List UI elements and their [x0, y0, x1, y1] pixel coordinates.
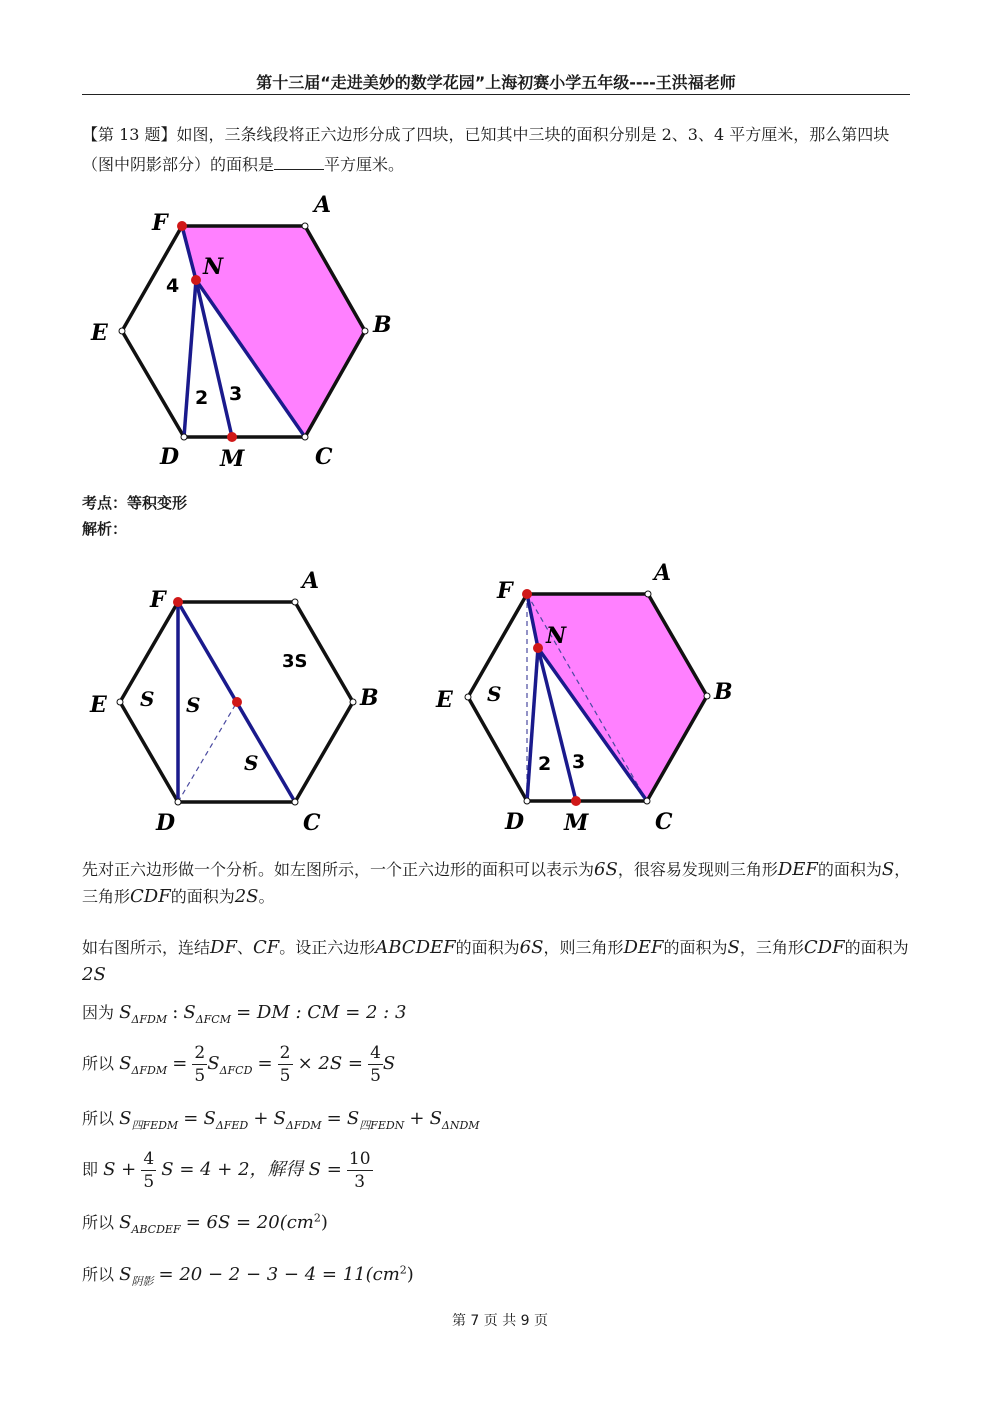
math-colon: :	[172, 1002, 179, 1023]
label-E: E	[436, 687, 453, 713]
numerator: 4	[143, 1149, 155, 1169]
label-D: D	[156, 810, 176, 836]
math: CDF	[803, 937, 845, 958]
label-M: M	[564, 810, 589, 836]
label-3S: 3S	[282, 651, 308, 672]
numerator: 2	[279, 1043, 291, 1063]
equation-3	[82, 1106, 480, 1132]
label-E: E	[90, 692, 107, 718]
equation-1	[82, 1000, 407, 1026]
math: = 6S = 20(cm	[185, 1212, 314, 1233]
math: 6S	[594, 859, 618, 880]
point-N	[533, 643, 543, 653]
analysis-figure-left	[85, 565, 385, 840]
math: 2S	[82, 964, 106, 985]
superscript: 2	[399, 1263, 407, 1277]
math-eq: =	[257, 1053, 273, 1074]
math: S = 4 + 2，解得	[161, 1159, 304, 1180]
math: 6S	[519, 937, 544, 958]
fraction	[368, 1042, 383, 1087]
fraction	[141, 1148, 156, 1193]
text: 因为	[82, 1003, 115, 1022]
fraction	[347, 1148, 373, 1193]
equation-2	[82, 1042, 395, 1087]
text: 所以	[82, 1213, 115, 1232]
math: S	[881, 859, 895, 880]
label-S-FD: S	[186, 693, 201, 717]
page-footer: 第 7 页 共 9 页	[451, 1313, 549, 1329]
math: CF	[252, 937, 280, 958]
area-label-2: 2	[538, 753, 552, 775]
denominator: 5	[279, 1066, 291, 1086]
math: S =	[308, 1159, 342, 1180]
math: S	[429, 1108, 442, 1129]
problem-statement	[82, 120, 912, 180]
label-N: N	[203, 254, 224, 280]
math: S	[273, 1108, 286, 1129]
area-label-4: 4	[166, 275, 180, 297]
math: 2S	[234, 886, 259, 907]
text: ，则三角形	[543, 938, 624, 957]
vertex-C	[302, 434, 308, 440]
denominator: 3	[354, 1172, 366, 1192]
area-label-3: 3	[572, 751, 586, 773]
point-F	[173, 597, 183, 607]
math: = DM : CM = 2 : 3	[236, 1002, 407, 1023]
math: S	[119, 1053, 132, 1074]
text: 。设正六边形	[279, 938, 376, 957]
math: S +	[103, 1159, 137, 1180]
text: ，三角形	[82, 860, 911, 906]
math-eq: =	[326, 1108, 342, 1129]
fraction	[278, 1042, 293, 1087]
vertex-D	[524, 798, 530, 804]
label-B: B	[714, 679, 733, 705]
math: S	[203, 1108, 216, 1129]
math: CDF	[130, 886, 171, 907]
answer-blank	[274, 151, 324, 170]
label-B: B	[360, 685, 379, 711]
math: DEF	[623, 937, 664, 958]
label-E: E	[91, 320, 108, 346]
point-F	[177, 221, 187, 231]
text: ，很容易发现则三角形	[617, 860, 778, 879]
subscript: ΔFED	[215, 1119, 249, 1132]
numerator: 10	[348, 1149, 371, 1169]
label-M: M	[220, 446, 245, 472]
math: )	[406, 1264, 414, 1285]
analysis-paragraph-1	[82, 856, 912, 910]
label-A: A	[302, 568, 320, 594]
subscript: ΔFDM	[131, 1013, 168, 1026]
subscript: 四FEDN	[359, 1119, 405, 1132]
denominator: 5	[194, 1066, 206, 1086]
area-label-2: 2	[195, 387, 209, 409]
subscript: 四FEDM	[131, 1119, 179, 1132]
equation-6	[82, 1262, 414, 1288]
segment-ND	[184, 280, 196, 437]
label-A: A	[314, 192, 332, 218]
superscript: 2	[313, 1211, 321, 1225]
label-C: C	[315, 444, 333, 470]
vertex-A	[645, 591, 651, 597]
subscript: ABCDEF	[131, 1223, 181, 1236]
label-D: D	[160, 444, 180, 470]
vertex-B	[350, 699, 356, 705]
label-C: C	[655, 809, 673, 835]
label-F: F	[152, 210, 168, 236]
label-F: F	[497, 578, 513, 604]
problem-text: 【第 13 题】如图，三条线段将正六边形分成了四块，已知其中三块的面积分别是 2、3、4 平方厘米，那么第四块（图中阴影部分）的面积是	[82, 125, 890, 174]
vertex-E	[465, 694, 471, 700]
math: S	[119, 1108, 132, 1129]
math: × 2S =	[297, 1053, 363, 1074]
math: DF	[210, 937, 237, 958]
text: 的面积为	[663, 938, 728, 957]
fraction	[192, 1042, 207, 1087]
label-C: C	[303, 810, 321, 836]
text: 的面积为	[170, 887, 235, 906]
vertex-B	[704, 693, 710, 699]
vertex-B	[362, 328, 368, 334]
page-header: 第十三届“走进美妙的数学花园”上海初赛小学五年级----王洪福老师	[256, 73, 736, 92]
point-F	[522, 589, 532, 599]
vertex-E	[117, 699, 123, 705]
text: 的面积为	[844, 938, 909, 957]
math: S	[119, 1212, 132, 1233]
math: S	[727, 937, 740, 958]
math: S	[119, 1002, 132, 1023]
denominator: 5	[143, 1172, 155, 1192]
label-B: B	[373, 312, 392, 338]
text: 所以	[82, 1265, 115, 1284]
text: 如右图所示，连结	[82, 938, 211, 957]
text: 、	[236, 938, 253, 957]
numerator: 4	[370, 1043, 381, 1063]
kaodian: 考点：等积变形	[82, 494, 188, 512]
point-N	[191, 275, 201, 285]
math: S	[183, 1002, 196, 1023]
math: S	[346, 1108, 360, 1129]
text: 。	[258, 887, 275, 906]
subscript: ΔFCD	[219, 1064, 253, 1077]
header-rule	[82, 94, 910, 95]
equation-5	[82, 1210, 328, 1236]
math-eq: =	[172, 1053, 188, 1074]
label-N: N	[546, 623, 567, 649]
equation-4	[82, 1148, 373, 1193]
text: 所以	[82, 1054, 115, 1073]
math: DEF	[777, 859, 818, 880]
subscript: ΔFDM	[285, 1119, 322, 1132]
subscript: 阴影	[131, 1275, 154, 1288]
area-label-3: 3	[229, 383, 243, 405]
math: S	[119, 1264, 132, 1285]
point-M	[571, 796, 581, 806]
segment-ND	[527, 648, 538, 801]
text: 的面积为	[455, 938, 520, 957]
math-eq: =	[183, 1108, 199, 1129]
midpoint	[232, 697, 242, 707]
math-plus: +	[409, 1108, 425, 1129]
analysis-figure-right	[430, 560, 750, 840]
point-M	[227, 432, 237, 442]
text: ，三角形	[739, 938, 804, 957]
label-S: S	[487, 682, 502, 706]
problem-text-end: 平方厘米。	[324, 155, 405, 174]
math-plus: +	[253, 1108, 269, 1129]
label-A: A	[654, 560, 672, 586]
text: 的面积为	[817, 860, 882, 879]
analysis-paragraph-2	[82, 934, 912, 988]
label-S-lower: S	[244, 751, 259, 775]
vertex-A	[292, 599, 298, 605]
math: S	[382, 1053, 396, 1074]
vertex-E	[119, 328, 125, 334]
denominator: 5	[370, 1066, 381, 1086]
label-S-DEF: S	[140, 687, 155, 711]
math: S	[207, 1053, 220, 1074]
math: ABCDEF	[375, 937, 456, 958]
subscript: ΔFCM	[195, 1013, 231, 1026]
vertex-A	[302, 223, 308, 229]
math: = 20 − 2 − 3 − 4 = 11(cm	[158, 1264, 400, 1285]
text: 先对正六边形做一个分析。如左图所示，一个正六边形的面积可以表示为	[82, 860, 595, 879]
numerator: 2	[194, 1043, 206, 1063]
vertex-D	[175, 799, 181, 805]
subscript: ΔNDM	[441, 1119, 480, 1132]
math: )	[320, 1212, 328, 1233]
jiexi: 解析：	[82, 520, 128, 538]
dashed-D-mid	[178, 702, 237, 802]
vertex-C	[292, 799, 298, 805]
problem-figure	[80, 190, 410, 480]
label-F: F	[150, 587, 166, 613]
label-D: D	[505, 809, 525, 835]
text: 所以	[82, 1109, 115, 1128]
text: 即	[82, 1160, 99, 1179]
vertex-D	[181, 434, 187, 440]
subscript: ΔFDM	[131, 1064, 168, 1077]
vertex-C	[644, 798, 650, 804]
